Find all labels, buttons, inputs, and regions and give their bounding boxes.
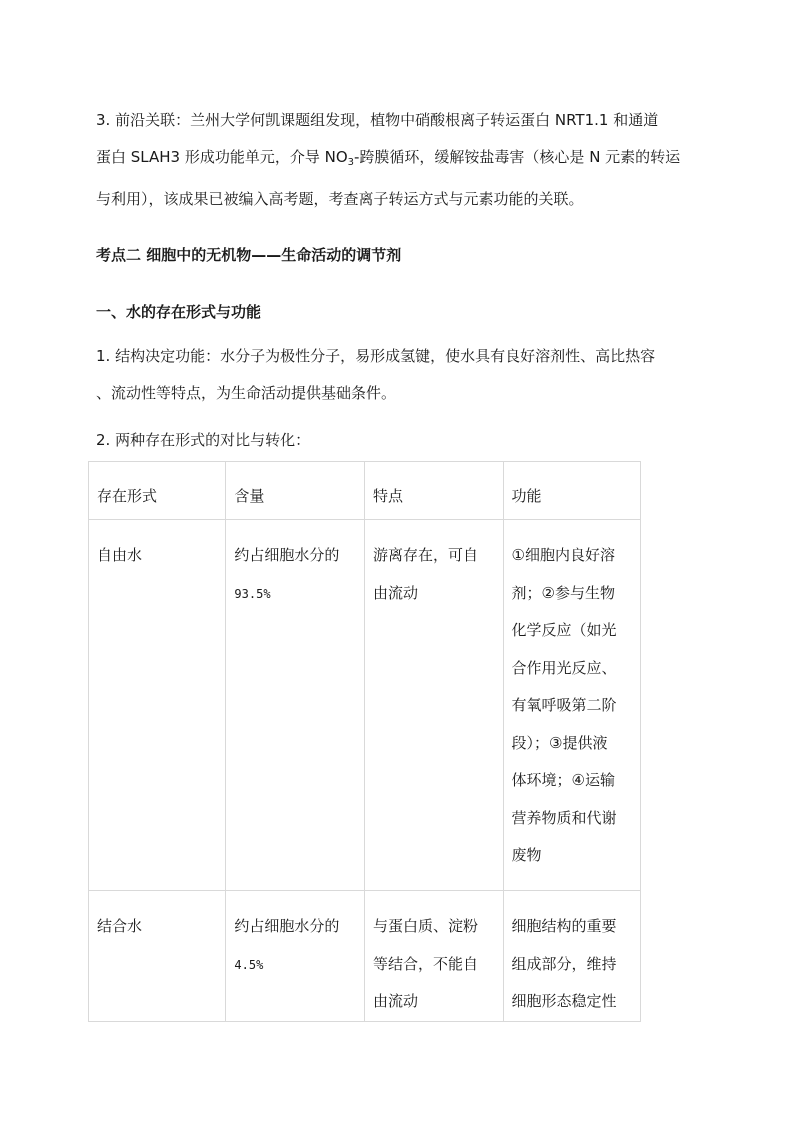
- free-water-func-2: 剂；②参与生物: [511, 583, 615, 602]
- free-water-func-8: 营养物质和代谢: [511, 808, 617, 827]
- cell-feature: [364, 891, 503, 1022]
- cell-form: [89, 520, 226, 891]
- free-water-func-7: 体环境；④运输: [511, 771, 615, 789]
- free-water-label: 自由水: [97, 546, 143, 564]
- free-water-func-9: 废物: [511, 846, 542, 864]
- bound-water-content-2: 4.5%: [234, 957, 264, 972]
- bound-water-func-1: 细胞结构的重要: [511, 917, 617, 935]
- bound-water-feature-3: 由流动: [372, 992, 418, 1010]
- free-water-content-1: 约占细胞水分的: [234, 546, 340, 564]
- frontier-line-2b: -跨膜循环，缓解铵盐毒害（核心是 N 元素的转运: [354, 148, 681, 166]
- bound-water-func-2: 组成部分，维持: [511, 954, 617, 973]
- table-row: [89, 891, 641, 1022]
- free-water-func-5: 有氧呼吸第二阶: [511, 696, 617, 714]
- subsection-title: 一、水的存在形式与功能: [96, 303, 262, 321]
- cell-feature: [364, 520, 503, 891]
- paragraph-frontier: [96, 102, 706, 218]
- free-water-feature-2: 由流动: [372, 583, 418, 602]
- free-water-feature-1: 游离存在，可自: [372, 546, 478, 564]
- free-water-content-2: 93.5%: [234, 586, 271, 601]
- header-feature: 特点: [364, 462, 503, 520]
- frontier-line-2a: 蛋白 SLAH3 形成功能单元，介导 NO: [96, 148, 348, 166]
- free-water-func-3: 化学反应（如光: [511, 621, 617, 639]
- paragraph-comparison: [96, 422, 706, 459]
- table-row: [89, 520, 641, 891]
- point1-line-1: 1. 结构决定功能：水分子为极性分子，易形成氢键，使水具有良好溶剂性、高比热容: [96, 347, 656, 365]
- table-header-row: [89, 462, 641, 520]
- frontier-line-3: 与利用），该成果已被编入高考题，考查离子转运方式与元素功能的关联。: [96, 190, 584, 208]
- free-water-func-6: 段）；③提供液: [511, 733, 608, 752]
- header-function: 功能: [503, 462, 640, 520]
- header-form: 存在形式: [89, 462, 226, 520]
- bound-water-feature-2: 等结合，不能自: [372, 954, 478, 973]
- cell-content: [226, 520, 365, 891]
- point2-text: 2. 两种存在形式的对比与转化：: [96, 431, 311, 449]
- free-water-func-4: 合作用光反应、: [511, 658, 617, 677]
- cell-function: [503, 520, 640, 891]
- bound-water-func-3: 细胞形态稳定性: [511, 992, 617, 1010]
- bound-water-content-1: 约占细胞水分的: [234, 917, 340, 935]
- header-content: 含量: [226, 462, 365, 520]
- paragraph-structure-function: [96, 338, 706, 412]
- cell-form: [89, 891, 226, 1022]
- section-title: 考点二 细胞中的无机物——生命活动的调节剂: [96, 246, 402, 264]
- subscript-3: 3: [347, 157, 355, 168]
- frontier-line-1: 3. 前沿关联：兰州大学何凯课题组发现，植物中硝酸根离子转运蛋白 NRT1.1 和通道: [96, 111, 659, 129]
- point1-line-2: 、流动性等特点，为生命活动提供基础条件。: [96, 384, 397, 402]
- free-water-func-1: ①细胞内良好溶: [511, 546, 615, 564]
- bound-water-feature-1: 与蛋白质、淀粉: [372, 917, 478, 935]
- cell-function: [503, 891, 640, 1022]
- bound-water-label: 结合水: [97, 917, 143, 935]
- cell-content: [226, 891, 365, 1022]
- water-forms-table: [88, 461, 641, 1022]
